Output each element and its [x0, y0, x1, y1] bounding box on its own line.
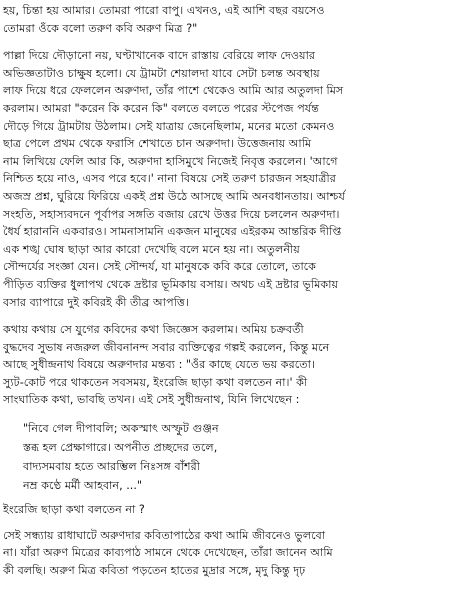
poem-line: নম্র কণ্ঠে মর্মী আহবান, ..."	[23, 479, 143, 493]
text-line: দৌড়ে গিয়ে ট্রামটায় উঠলাম। সেই যাত্রায় জেনেছিলাম, মনের মতো কেমনও	[3, 119, 335, 133]
text-line: লাফ দিয়ে ধরে ফেললেন অরুণদা, তাঁর পাশে থেকেও আমি আর অতুলদা মিস	[3, 84, 344, 98]
text-line: নিশ্চিত হয়ে নাও, এসব পরে হবে।' নানা বিষয়ে সেই তরুণ চারজন সহযাত্রীর	[3, 172, 336, 186]
text-line: অভিজ্ঞতাটাও চাক্ষুষ হলো। যে ট্রামটা শেয়ালদা যাবে সেটা চলন্ত অবস্থায়	[3, 66, 320, 80]
text-line: হয়, চিন্তা হয় আমার। তোমরা পারো বাপু। এখনও, এই আশি বছর বয়সেও	[3, 4, 325, 17]
paragraph-2	[3, 47, 454, 311]
text-line: সৌন্দর্যের সংজ্ঞা যেন। সেই সৌন্দর্য, যা মানুষকে কবি করে তোলে, তাকে	[3, 260, 317, 274]
poem-quote	[23, 419, 454, 495]
text-line: নাম লিখিয়ে ফেলি আর কি, অরুণদা হাসিমুখে নিজেই নিবৃত্ত করলেন। 'আগে	[3, 154, 338, 168]
text-line: কথায় কথায় সে যুগের কবিদের কথা জিজ্ঞেস করলাম। অমিয় চক্রবর্তী	[3, 323, 304, 337]
paragraph-1	[3, 2, 454, 37]
text-line: ধৈর্য হারাননি একবারও। সামনাসামনি একজন মানুষের এইরকম আন্তরিক দীপ্তি	[3, 225, 342, 239]
text-line: এক শঙ্খ ঘোষ ছাড়া আর কারো দেখেছি বলে মনে হয় না। অতুলনীয়	[3, 242, 300, 256]
text-line: পাল্লা দিয়ে দৌড়ানো নয়, ঘণ্টাখানেক বাদে রাস্তায় বেরিয়ে লাফ দেওয়ার	[3, 49, 316, 63]
question-line	[3, 501, 454, 519]
text-line: তোমরা ওঁকে বলো তরুণ কবি অরুণ মিত্র ?"	[3, 21, 198, 35]
text-line: পীড়িত ব্যক্তির ধুলাপথ থেকে দ্রষ্টার ভূমিকায় বসায়। অথচ এই দ্রষ্টার ভূমিকায়	[3, 277, 339, 291]
text-line: না। যাঁরা অরুণ মিত্রের কাব্যপাঠ সামনে থেকে দেখেছেন, তাঁরা জানেন আমি	[3, 546, 333, 560]
text-line: বুদ্ধদেব সুভাষ নজরুল জীবনানন্দ সবার ব্যক্তিত্বের গল্পই করলেন, কিন্তু মনে	[3, 340, 330, 354]
text-line: সাংঘাতিক কথা, ভাবছি তখন। এই সেই সুধীন্দ্রনাথ, যিনি লিখেছেন :	[3, 393, 300, 407]
paragraph-closing	[3, 527, 454, 580]
text-line: সেই সন্ধ্যায় রাধাঘাটে অরুণদার কবিতাপাঠের কথা আমি জীবনেও ভুলবো	[3, 528, 326, 542]
text-line: সংহতি, সহাস্যবদনে পূর্বাপর সঙ্গতি বজায় রেখে উত্তর দিয়ে চললেন অরুণদা।	[3, 207, 340, 221]
text-line: ছাত্র পেলে প্রথম থেকে ফরাসি শেখাতে চান অরুণদা। উত্তেজনায় আমি	[3, 137, 312, 151]
text-line: স্যুট-কোট পরে থাকতেন সবসময়, ইংরেজি ছাড়া কথা বলতেন না।' কী	[3, 375, 308, 389]
poem-line: স্তব্ধ হল প্রেক্ষাগারে। অপনীত প্রচ্ছদের তলে,	[23, 441, 218, 455]
text-line: ইংরেজি ছাড়া কথা বলতেন না ?	[3, 503, 145, 517]
text-line: আছে সুধীন্দ্রনাথ বিষয়ে অরুণদার মন্তব্য : "ওঁর কাছে যেতে ভয় করতো।	[3, 358, 315, 372]
text-line: বসার ব্যাপারে দুই কবিরই কী তীব্র আপত্তি।	[3, 295, 189, 309]
poem-line: বাদ্যসমবায় হতে আরম্ভিল নিঃসঙ্গ বাঁশরী	[23, 460, 200, 474]
text-line: কী বলছি। অরুণ মিত্র কবিতা পড়তেন হাতের মুদ্রার সঙ্গে, মৃদু কিন্তু দৃঢ়	[3, 563, 306, 577]
paragraph-3	[3, 321, 454, 409]
poem-line: "নিবে গেল দীপাবলি; অকস্মাৎ অস্ফুট গুঞ্জন	[23, 422, 219, 436]
text-line: অজস্র প্রশ্ন, ঘুরিয়ে ফিরিয়ে একই প্রশ্ন উঠে আসছে আমি অনবধানতায়। আশ্চর্য	[3, 189, 345, 203]
text-line: করলাম। আমরা "করেন কি করেন কি" বলতে বলতে পরের স্টপেজ পর্যন্ত	[3, 101, 319, 115]
